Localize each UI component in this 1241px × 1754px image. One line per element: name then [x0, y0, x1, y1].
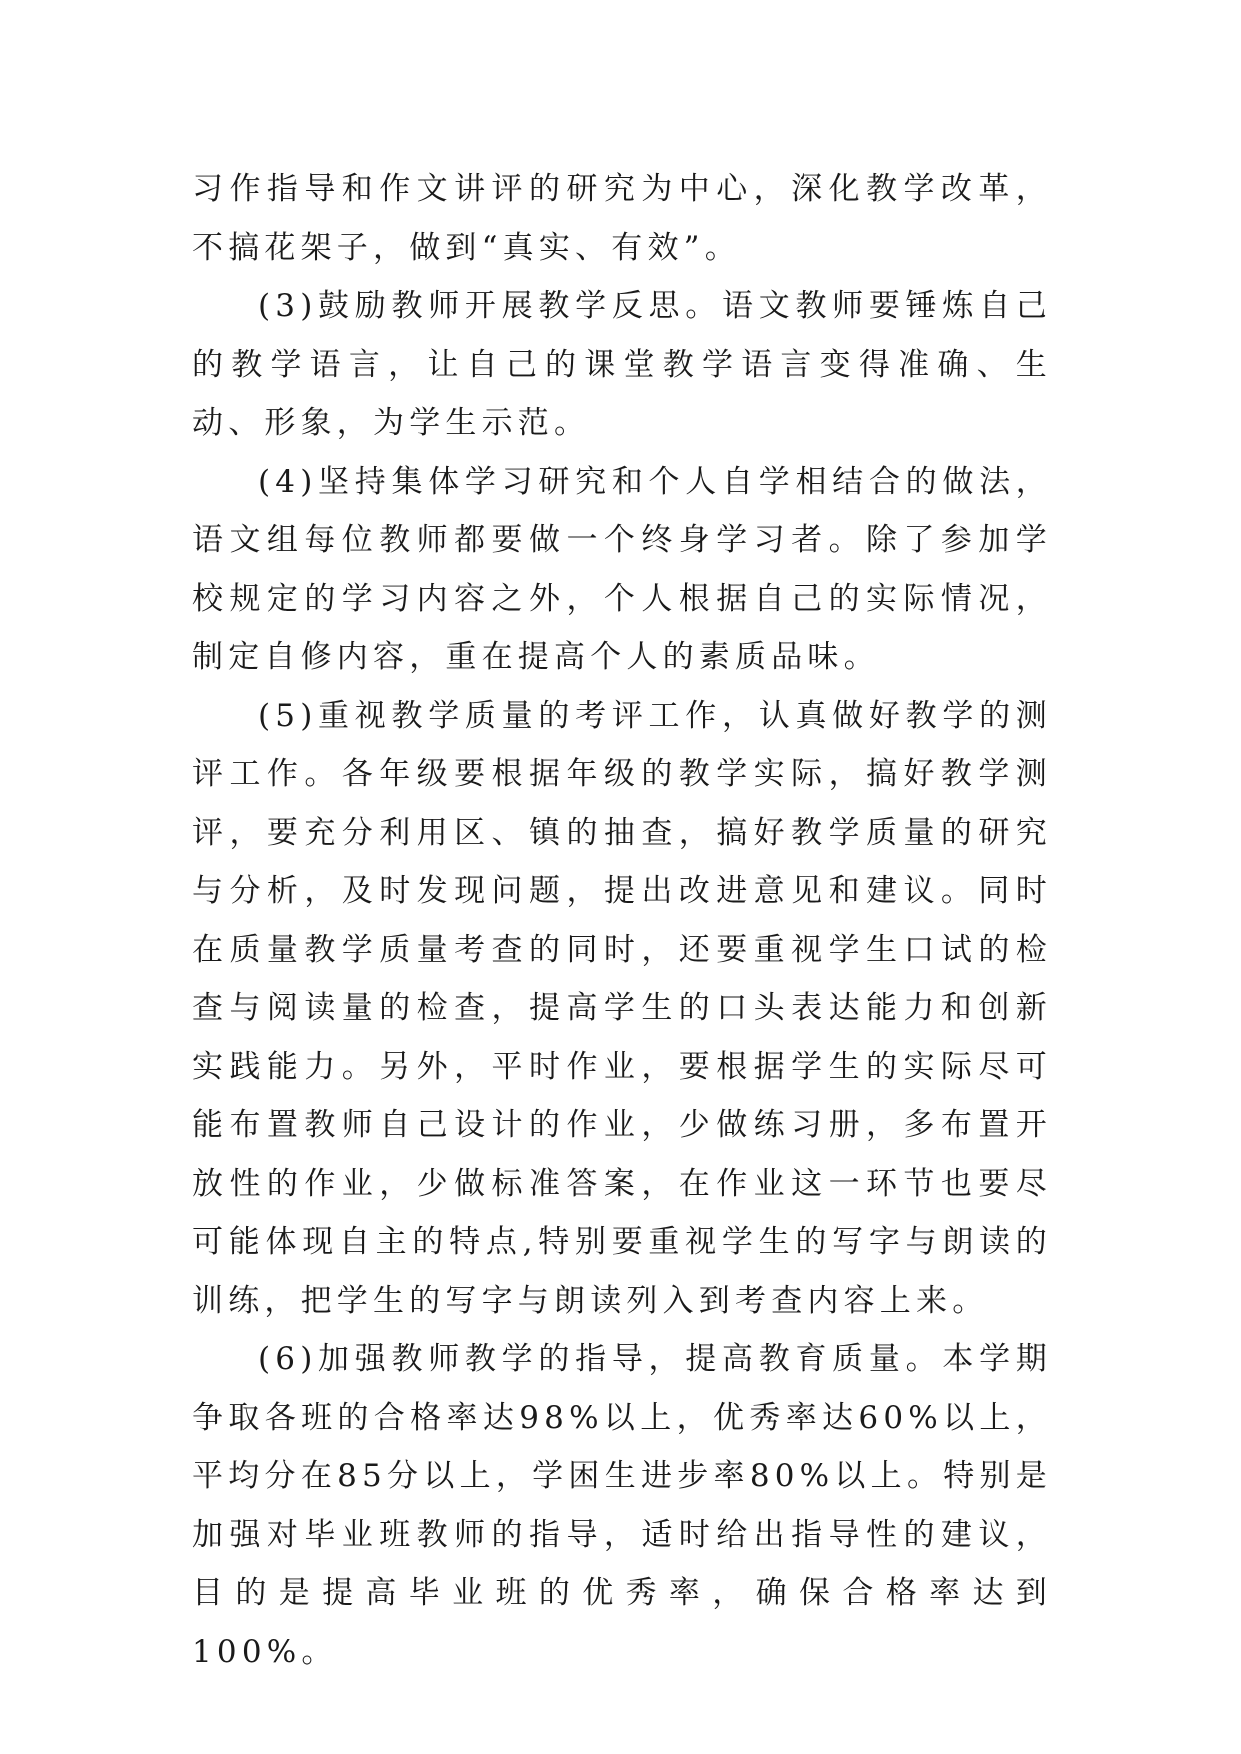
paragraph-item-5: (5)重视教学质量的考评工作，认真做好教学的测评工作。各年级要根据年级的教学实际，搞好教学测评，要充分利用区、镇的抽查，搞好教学质量的研究与分析，及时发现问题，提出改进意见和建议。同时在质量教学质量考查的同时，还要重视学生口试的检查与阅读量的检查，提高学生的口头表达能力和创新实践能力。另外，平时作业，要根据学生的实际尽可能布置教师自己设计的作业，少做练习册，多布置开放性的作业，少做标准答案，在作业这一环节也要尽可能体现自主的特点,特别要重视学生的写字与朗读的训练，把学生的写字与朗读列入到考查内容上来。: [192, 697, 1052, 1319]
document-body: [192, 160, 1052, 1681]
paragraph-item-6: (6)加强教师教学的指导，提高教育质量。本学期争取各班的合格率达98%以上，优秀率达60%以上，平均分在85分以上，学困生进步率80%以上。特别是加强对毕业班教师的指导，适时给出指导性的建议，目的是提高毕业班的优秀率，确保合格率达到100%。: [192, 1341, 1052, 1670]
paragraph-item-4: (4)坚持集体学习研究和个人自学相结合的做法，语文组每位教师都要做一个终身学习者。除了参加学校规定的学习内容之外，个人根据自己的实际情况，制定自修内容，重在提高个人的素质品味。: [192, 463, 1052, 675]
paragraph-continued: 习作指导和作文讲评的研究为中心，深化教学改革，不搞花架子，做到“真实、有效”。: [192, 171, 1052, 266]
paragraph-item-3: (3)鼓励教师开展教学反思。语文教师要锤炼自己的教学语言，让自己的课堂教学语言变得准确、生动、形象，为学生示范。: [192, 288, 1052, 441]
